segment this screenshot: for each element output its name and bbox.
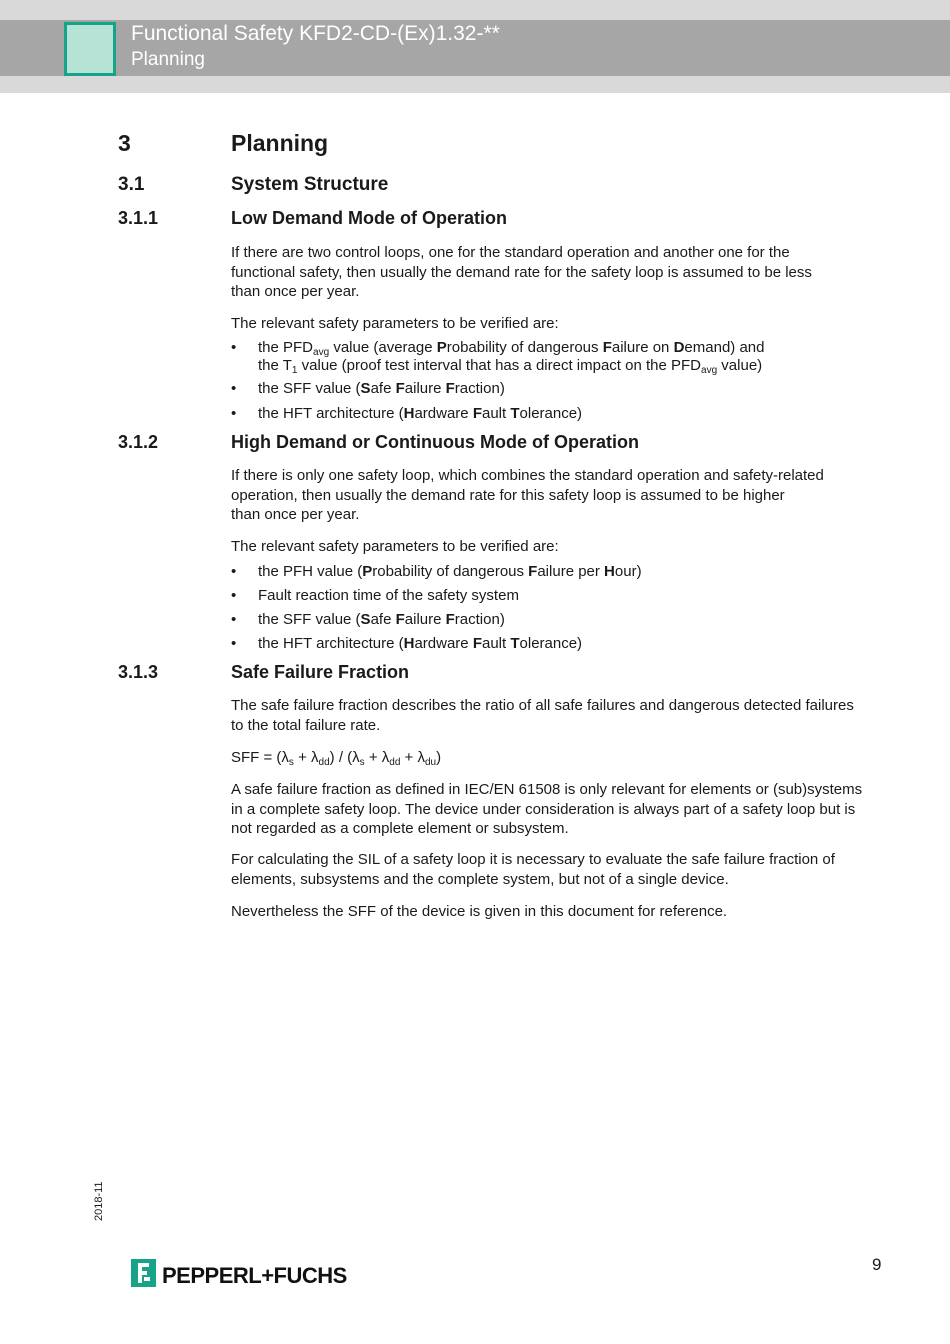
bullet-glyph: • bbox=[231, 611, 237, 628]
paragraph-line: than once per year. bbox=[231, 506, 360, 523]
paragraph bbox=[231, 243, 891, 302]
section-number: 3 bbox=[118, 130, 131, 156]
page-number: 9 bbox=[872, 1255, 882, 1274]
brand-name: PEPPERL+FUCHS bbox=[162, 1263, 347, 1288]
document-subtitle: Planning bbox=[131, 49, 205, 70]
header-top-strip bbox=[0, 0, 950, 20]
paragraph-line: The safe failure fraction describes the ratio of all safe failures and dangerous detected failures bbox=[231, 697, 854, 714]
paragraph-line: If there is only one safety loop, which combines the standard operation and safety-related bbox=[231, 467, 824, 484]
section-title: System Structure bbox=[231, 174, 389, 195]
paragraph-line: A safe failure fraction as defined in IEC/EN 61508 is only relevant for elements or (sub)systems bbox=[231, 781, 863, 798]
list-item: • the HFT architecture (Hardware Fault Tolerance) bbox=[231, 405, 583, 422]
paragraph bbox=[231, 466, 891, 525]
list-item: • the SFF value (Safe Failure Fraction) bbox=[231, 611, 505, 628]
section-number: 3.1.2 bbox=[118, 432, 159, 452]
sff-formula: SFF = $(\lambda_s + \lambda_{dd}) / (\lambda_s + \lambda_{dd} + \lambda_{du})$ bbox=[231, 749, 442, 768]
list-item: • the PFH value (Probability of dangerous Failure per Hour) bbox=[231, 563, 642, 580]
paragraph: The relevant safety parameters to be verified are: bbox=[231, 538, 559, 555]
paragraph-line: If there are two control loops, one for the standard operation and another one for the bbox=[231, 244, 790, 261]
paragraph-line: operation, then usually the demand rate for this safety loop is assumed to be higher bbox=[231, 486, 785, 504]
paragraph: Nevertheless the SFF of the device is given in this document for reference. bbox=[231, 903, 728, 920]
paragraph-line: elements, subsystems and the complete system, but not of a single device. bbox=[231, 870, 729, 888]
header-under-strip bbox=[0, 76, 950, 93]
list-item: • Fault reaction time of the safety system bbox=[231, 587, 519, 604]
bullet-glyph: • bbox=[231, 405, 237, 422]
bullet-glyph: • bbox=[231, 380, 237, 397]
pepperl-fuchs-logo-icon bbox=[131, 1259, 156, 1287]
section-title: Safe Failure Fraction bbox=[231, 662, 410, 682]
paragraph-line: in a complete safety loop. The device under consideration is always part of a safety loop but is bbox=[231, 800, 856, 818]
section-number: 3.1.3 bbox=[118, 662, 159, 682]
bullet-glyph: • bbox=[231, 635, 237, 652]
list-item: • the HFT architecture (Hardware Fault Tolerance) bbox=[231, 635, 583, 652]
paragraph bbox=[231, 696, 891, 735]
document-date: 2018-11 bbox=[93, 1181, 105, 1221]
paragraph: The relevant safety parameters to be verified are: bbox=[231, 315, 559, 332]
header-logo-square bbox=[64, 22, 116, 76]
paragraph bbox=[231, 780, 891, 839]
list-item: • the $PFD_{avg}$ value (average Probability of dangerous Failure on Demand) and the $T_1$ value (proof test interval that has a direct impact on the $PFD_{avg}$ value) bbox=[231, 339, 765, 376]
document-title: Functional Safety KFD2-CD-(Ex)1.32-** bbox=[131, 22, 500, 45]
paragraph-line: functional safety, then usually the demand rate for the safety loop is assumed to be less bbox=[231, 263, 812, 281]
bullet-glyph: • bbox=[231, 339, 237, 356]
paragraph-line: than once per year. bbox=[231, 283, 360, 300]
section-title: High Demand or Continuous Mode of Operation bbox=[231, 432, 639, 452]
paragraph bbox=[231, 850, 891, 889]
paragraph-line: For calculating the SIL of a safety loop it is necessary to evaluate the safe failure fraction of bbox=[231, 851, 835, 868]
section-number: 3.1.1 bbox=[118, 208, 159, 228]
section-title: Low Demand Mode of Operation bbox=[231, 208, 508, 228]
paragraph-line: to the total failure rate. bbox=[231, 716, 381, 734]
bullet-glyph: • bbox=[231, 587, 237, 604]
bullet-glyph: • bbox=[231, 563, 237, 580]
paragraph-line: not regarded as a complete element or subsystem. bbox=[231, 820, 569, 837]
list-item: • the SFF value (Safe Failure Fraction) bbox=[231, 380, 505, 397]
section-number: 3.1 bbox=[118, 174, 145, 195]
section-title: Planning bbox=[231, 130, 329, 156]
